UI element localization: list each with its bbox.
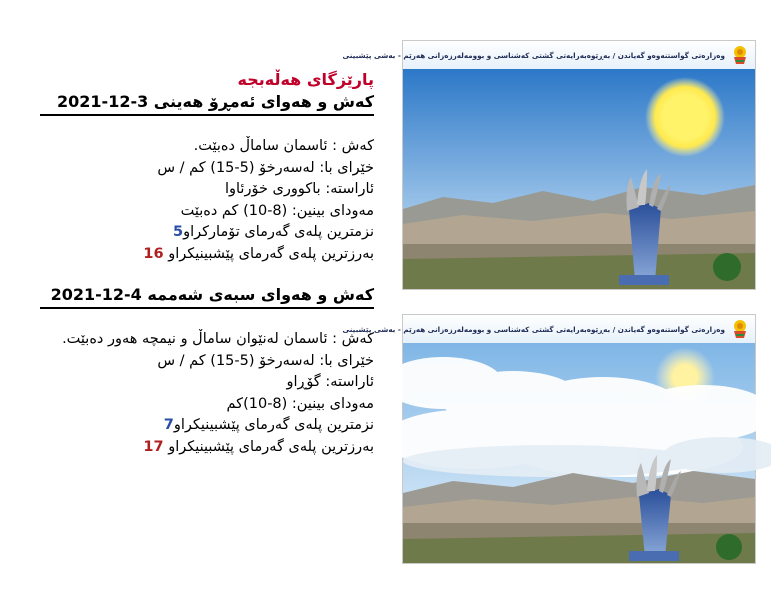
today-min-value: 5 — [173, 224, 184, 240]
today-visibility: مەودای بینین: (8-10) کم دەبێت — [180, 202, 374, 219]
today-max-value: 16 — [143, 245, 164, 262]
government-emblem-icon — [729, 318, 751, 340]
ministry-banner: وەزارەتی گواستنەوەو گەیاندن / بەڕێوەبەرایەتی گشتی کەشناسی و بوومەلەرزەزانی هەرێم - بەشی پێشبینی — [403, 315, 755, 343]
tomorrow-max-temp — [40, 437, 374, 459]
ministry-banner: وەزارەتی گواستنەوەو گەیاندن / بەڕێوەبەرایەتی گشتی کەشناسی و بوومەلەرزەزانی هەرێم - بەشی پێشبینی — [403, 41, 755, 69]
tomorrow-sky: کەش : ئاسمان لەنێوان ساماڵ و نیمچە هەور دەبێت. — [62, 331, 374, 347]
today-max-temp — [40, 244, 374, 266]
tomorrow-min-label: نزمترین پلەی گەرمای پێشبینیکراو — [173, 417, 374, 433]
today-direction: ئاراستە: باکووری خۆرئاوا — [224, 181, 374, 197]
today-heading: کەش و هەوای ئەمڕۆ هەینی 3-12-2021 — [40, 91, 374, 116]
forecast-tomorrow-block — [40, 284, 374, 458]
region-title: پارێزگای هەڵەبجە — [237, 70, 374, 89]
today-max-label: بەرزترین پلەی گەرمای پێشبینیکراو — [168, 245, 374, 262]
today-min-label: نزمترین پلەی گەرمای تۆمارکراو — [183, 224, 374, 240]
tomorrow-weather-image — [342, 314, 756, 564]
tomorrow-min-value: 7 — [163, 417, 174, 433]
forecast-today-block — [40, 69, 374, 265]
sunny-landscape-illustration — [403, 69, 755, 289]
today-wind: خێرای با: لەسەرخۆ (5-15) کم / س — [157, 159, 374, 176]
cloudy-landscape-illustration — [403, 343, 755, 563]
tomorrow-visibility: مەودای بینین: (8-10)کم — [226, 395, 374, 412]
today-weather-image — [342, 40, 756, 290]
tomorrow-wind: خێرای با: لەسەرخۆ (5-15) کم / س — [157, 352, 374, 369]
tomorrow-max-label: بەرزترین پلەی گەرمای پێشبینیکراو — [168, 438, 374, 455]
tomorrow-min-temp — [40, 415, 374, 437]
tomorrow-direction: ئاراستە: گۆڕاو — [286, 374, 374, 390]
today-sky: کەش : ئاسمان ساماڵ دەبێت. — [193, 138, 374, 154]
tomorrow-heading: کەش و هەوای سبەی شەممە 4-12-2021 — [40, 284, 374, 309]
tomorrow-max-value: 17 — [143, 438, 164, 455]
government-emblem-icon — [729, 44, 751, 66]
today-min-temp — [40, 222, 374, 244]
